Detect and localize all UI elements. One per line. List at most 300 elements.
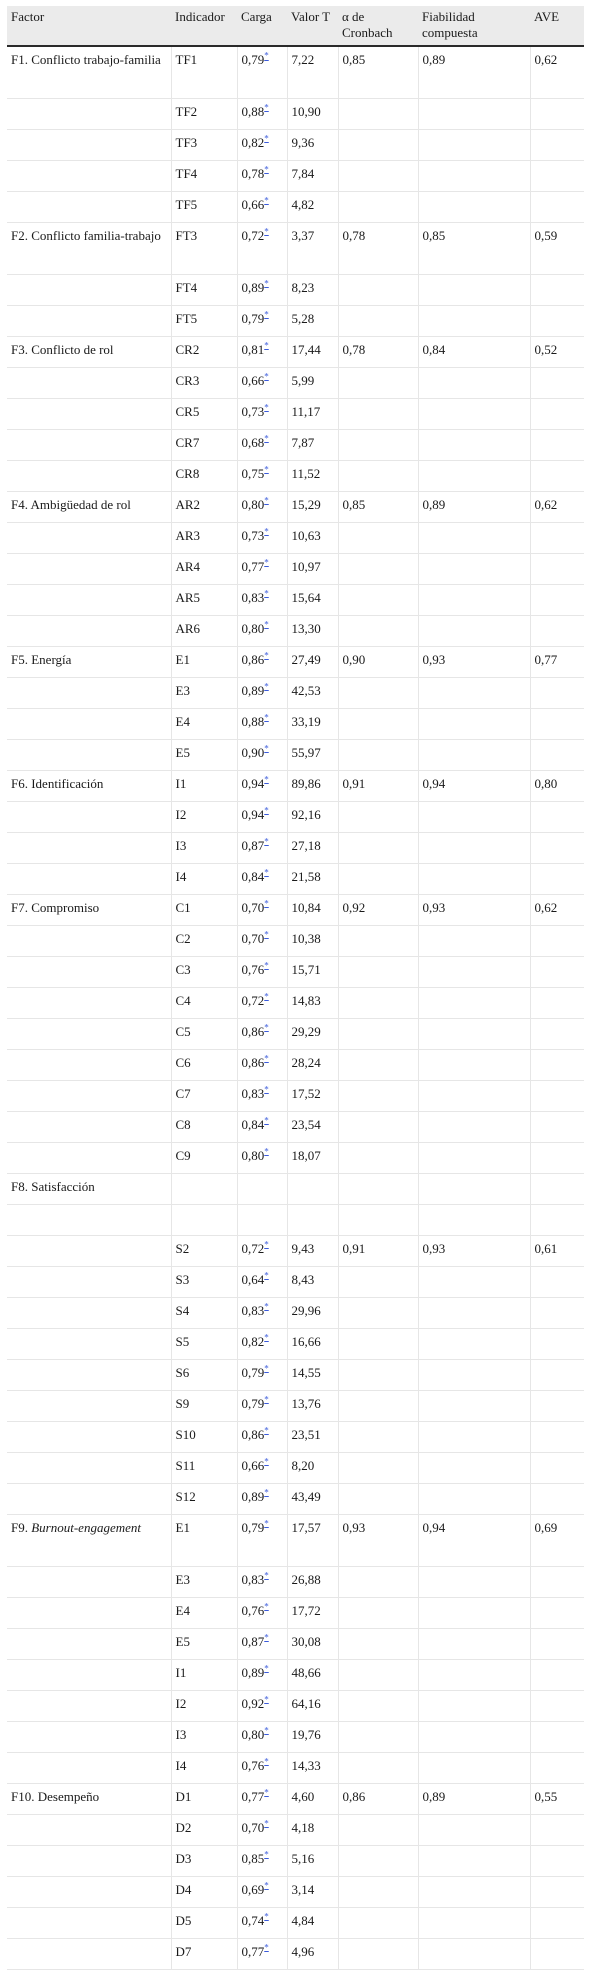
cell-carga (237, 832, 287, 863)
table-row (7, 1483, 584, 1514)
cell-indicador: E5 (171, 1628, 237, 1659)
cell-ave (530, 1845, 584, 1876)
footnote-asterisk-link[interactable]: * (264, 867, 269, 878)
footnote-asterisk-link[interactable]: * (264, 619, 269, 630)
footnote-asterisk-link[interactable]: * (264, 278, 269, 289)
table-row (7, 1514, 584, 1566)
table-header (7, 6, 584, 46)
footnote-asterisk-link[interactable]: * (264, 371, 269, 382)
carga-value: 0,87 (241, 1633, 265, 1649)
cell-carga (237, 801, 287, 832)
cell-factor (7, 191, 171, 222)
cell-carga (237, 1566, 287, 1597)
carga-value: 0,89 (241, 1488, 265, 1504)
cell-alpha (338, 1721, 418, 1752)
footnote-asterisk-link[interactable]: * (264, 650, 269, 661)
cell-fiabilidad (418, 191, 530, 222)
footnote-asterisk-link[interactable]: * (264, 340, 269, 351)
table-row (7, 98, 584, 129)
cell-ave (530, 1907, 584, 1938)
cell-carga (237, 1421, 287, 1452)
cell-valor-t: 13,76 (287, 1390, 338, 1421)
cell-factor (7, 460, 171, 491)
cell-indicador: E1 (171, 1514, 237, 1566)
footnote-asterisk-link[interactable]: * (264, 1332, 269, 1343)
footnote-asterisk-link[interactable]: * (264, 836, 269, 847)
footnote-asterisk-link[interactable]: * (264, 1363, 269, 1374)
footnote-asterisk-link[interactable]: * (264, 433, 269, 444)
cell-valor-t: 11,52 (287, 460, 338, 491)
footnote-asterisk-link[interactable]: * (264, 1570, 269, 1581)
footnote-asterisk-link[interactable]: * (264, 195, 269, 206)
carga-value: 0,77 (241, 1788, 265, 1804)
footnote-asterisk-link[interactable]: * (264, 50, 269, 61)
table-row (7, 1266, 584, 1297)
carga-value: 0,79 (241, 1519, 265, 1535)
cell-indicador: S10 (171, 1421, 237, 1452)
carga-value: 0,79 (241, 1395, 265, 1411)
cell-ave (530, 1876, 584, 1907)
cell-fiabilidad: 0,85 (418, 222, 530, 274)
carga-value: 0,73 (241, 403, 265, 419)
cell-carga (237, 770, 287, 801)
cell-alpha: 0,93 (338, 1514, 418, 1566)
cell-factor (7, 1359, 171, 1390)
cell-alpha (338, 677, 418, 708)
table-row (7, 160, 584, 191)
cell-alpha (338, 98, 418, 129)
cell-alpha (338, 367, 418, 398)
cell-indicador: TF1 (171, 46, 237, 98)
cell-fiabilidad: 0,93 (418, 646, 530, 677)
carga-value: 0,88 (241, 713, 265, 729)
footnote-asterisk-link[interactable]: * (264, 1663, 269, 1674)
carga-value: 0,89 (241, 1664, 265, 1680)
footnote-asterisk-link[interactable]: * (264, 743, 269, 754)
cell-valor-t: 11,17 (287, 398, 338, 429)
cell-fiabilidad (418, 274, 530, 305)
cell-alpha (338, 1390, 418, 1421)
cell-indicador: I2 (171, 1690, 237, 1721)
cell-valor-t: 30,08 (287, 1628, 338, 1659)
cell-indicador: CR7 (171, 429, 237, 460)
footnote-asterisk-link[interactable]: * (264, 557, 269, 568)
footnote-asterisk-link[interactable]: * (264, 1239, 269, 1250)
cell-ave: 0,61 (530, 1235, 584, 1266)
cell-valor-t: 23,54 (287, 1111, 338, 1142)
cell-ave (530, 1297, 584, 1328)
table-row (7, 1814, 584, 1845)
table-row (7, 1628, 584, 1659)
cell-valor-t: 4,18 (287, 1814, 338, 1845)
cell-alpha (338, 863, 418, 894)
cell-valor-t: 26,88 (287, 1566, 338, 1597)
cell-valor-t: 8,43 (287, 1266, 338, 1297)
cell-factor (7, 739, 171, 770)
cell-alpha (338, 1111, 418, 1142)
cell-factor (7, 894, 171, 925)
cell-ave (530, 522, 584, 553)
cell-factor (7, 1297, 171, 1328)
cell-valor-t: 9,43 (287, 1235, 338, 1266)
cell-factor (7, 1876, 171, 1907)
footnote-asterisk-link[interactable]: * (264, 588, 269, 599)
cell-indicador: S5 (171, 1328, 237, 1359)
factor-label: F9. (11, 1519, 32, 1535)
cell-valor-t: 9,36 (287, 129, 338, 160)
cell-factor (7, 925, 171, 956)
footnote-asterisk-link[interactable]: * (264, 495, 269, 506)
cell-alpha (338, 429, 418, 460)
footnote-asterisk-link[interactable]: * (264, 1787, 269, 1798)
cell-indicador: AR2 (171, 491, 237, 522)
cell-factor (7, 491, 171, 522)
footnote-asterisk-link[interactable]: * (264, 1911, 269, 1922)
table-row (7, 1907, 584, 1938)
table-row (7, 336, 584, 367)
cell-valor-t: 48,66 (287, 1659, 338, 1690)
cell-alpha (338, 584, 418, 615)
cell-indicador: I3 (171, 1721, 237, 1752)
table-row (7, 708, 584, 739)
cell-valor-t: 27,18 (287, 832, 338, 863)
cell-valor-t: 16,66 (287, 1328, 338, 1359)
cell-valor-t: 10,90 (287, 98, 338, 129)
table-row (7, 956, 584, 987)
cell-carga (237, 1876, 287, 1907)
cell-factor (7, 305, 171, 336)
footnote-asterisk-link[interactable]: * (264, 1270, 269, 1281)
carga-value: 0,94 (241, 806, 265, 822)
carga-value: 0,86 (241, 1023, 265, 1039)
carga-value: 0,83 (241, 589, 265, 605)
cell-fiabilidad (418, 1752, 530, 1783)
footnote-asterisk-link[interactable]: * (264, 402, 269, 413)
cell-carga (237, 1452, 287, 1483)
cell-factor (7, 46, 171, 98)
table-row (7, 1566, 584, 1597)
footnote-asterisk-link[interactable]: * (264, 1456, 269, 1467)
cell-alpha: 0,91 (338, 1235, 418, 1266)
table-row (7, 1876, 584, 1907)
cell-ave (530, 739, 584, 770)
cell-fiabilidad (418, 1876, 530, 1907)
cell-fiabilidad (418, 1049, 530, 1080)
carga-value: 0,94 (241, 775, 265, 791)
cell-valor-t: 23,51 (287, 1421, 338, 1452)
footnote-asterisk-link[interactable]: * (264, 1518, 269, 1529)
table-row (7, 1080, 584, 1111)
cell-ave: 0,69 (530, 1514, 584, 1566)
cell-fiabilidad: 0,84 (418, 336, 530, 367)
cell-valor-t: 33,19 (287, 708, 338, 739)
cell-indicador: I1 (171, 770, 237, 801)
factor-label: F3. Conflicto de rol (11, 341, 114, 357)
cell-fiabilidad (418, 801, 530, 832)
cell-factor (7, 1328, 171, 1359)
footnote-asterisk-link[interactable]: * (264, 774, 269, 785)
cell-carga (237, 1328, 287, 1359)
cell-alpha (338, 160, 418, 191)
cell-factor (7, 1452, 171, 1483)
cell-factor (7, 98, 171, 129)
cell-ave (530, 863, 584, 894)
cell-indicador: FT4 (171, 274, 237, 305)
table-row (7, 429, 584, 460)
cell-ave (530, 832, 584, 863)
footnote-asterisk-link[interactable]: * (264, 1301, 269, 1312)
cell-factor (7, 367, 171, 398)
footnote-asterisk-link[interactable]: * (264, 960, 269, 971)
cell-ave (530, 925, 584, 956)
cell-indicador: AR4 (171, 553, 237, 584)
cell-valor-t: 29,29 (287, 1018, 338, 1049)
cell-alpha (338, 1628, 418, 1659)
cell-carga (237, 491, 287, 522)
cell-carga (237, 863, 287, 894)
footnote-asterisk-link[interactable]: * (264, 1053, 269, 1064)
cell-factor (7, 646, 171, 677)
cell-alpha (338, 1907, 418, 1938)
table-row (7, 1690, 584, 1721)
cell-carga (237, 1297, 287, 1328)
cell-alpha (338, 1080, 418, 1111)
cell-valor-t: 7,87 (287, 429, 338, 460)
cell-carga (237, 522, 287, 553)
table-row (7, 894, 584, 925)
cell-carga (237, 46, 287, 98)
carga-value: 0,79 (241, 310, 265, 326)
footnote-asterisk-link[interactable]: * (264, 1818, 269, 1829)
factor-label: F4. Ambigüedad de rol (11, 496, 131, 512)
footnote-asterisk-link[interactable]: * (264, 1601, 269, 1612)
cell-indicador: C2 (171, 925, 237, 956)
cell-fiabilidad (418, 305, 530, 336)
carga-value: 0,66 (241, 196, 265, 212)
factor-label: F1. Conflicto trabajo-familia (11, 52, 161, 67)
cell-indicador: I1 (171, 1659, 237, 1690)
footnote-asterisk-link[interactable]: * (264, 1115, 269, 1126)
table-row (7, 801, 584, 832)
cell-fiabilidad (418, 956, 530, 987)
footnote-asterisk-link[interactable]: * (264, 309, 269, 320)
table-row (7, 925, 584, 956)
table-row (7, 1297, 584, 1328)
cell-ave (530, 1752, 584, 1783)
carga-value: 0,85 (241, 1850, 265, 1866)
footnote-asterisk-link[interactable]: * (264, 1084, 269, 1095)
cell-ave (530, 1173, 584, 1204)
table-row (7, 1359, 584, 1390)
cell-fiabilidad: 0,89 (418, 46, 530, 98)
cell-carga (237, 305, 287, 336)
cell-carga (237, 1111, 287, 1142)
footnote-asterisk-link[interactable]: * (264, 1425, 269, 1436)
cell-factor (7, 1266, 171, 1297)
carga-value: 0,80 (241, 1726, 265, 1742)
header-valor-t: Valor T (291, 9, 331, 24)
cell-factor (7, 1173, 171, 1204)
cell-valor-t: 8,20 (287, 1452, 338, 1483)
cell-valor-t: 4,60 (287, 1783, 338, 1814)
footnote-asterisk-link[interactable]: * (264, 1146, 269, 1157)
cell-alpha (338, 274, 418, 305)
cell-alpha (338, 832, 418, 863)
cell-factor (7, 863, 171, 894)
cell-fiabilidad (418, 615, 530, 646)
cell-indicador: S12 (171, 1483, 237, 1514)
footnote-asterisk-link[interactable]: * (264, 133, 269, 144)
footnote-asterisk-link[interactable]: * (264, 929, 269, 940)
cell-alpha (338, 1452, 418, 1483)
cell-fiabilidad (418, 1390, 530, 1421)
cell-alpha (338, 1814, 418, 1845)
cell-alpha (338, 129, 418, 160)
cell-ave (530, 1390, 584, 1421)
table-row (7, 1204, 584, 1235)
cell-indicador: TF2 (171, 98, 237, 129)
cell-fiabilidad (418, 1204, 530, 1235)
cell-alpha (338, 801, 418, 832)
cell-carga (237, 1628, 287, 1659)
cell-carga (237, 1235, 287, 1266)
cell-ave (530, 1483, 584, 1514)
footnote-asterisk-link[interactable]: * (264, 226, 269, 237)
cell-factor (7, 429, 171, 460)
cell-carga (237, 925, 287, 956)
cell-valor-t: 64,16 (287, 1690, 338, 1721)
carga-value: 0,64 (241, 1271, 265, 1287)
footnote-asterisk-link[interactable]: * (264, 1394, 269, 1405)
cell-factor (7, 398, 171, 429)
cell-ave (530, 1938, 584, 1969)
cell-fiabilidad (418, 1297, 530, 1328)
cell-ave (530, 98, 584, 129)
footnote-asterisk-link[interactable]: * (264, 1725, 269, 1736)
cell-ave (530, 1628, 584, 1659)
carga-value: 0,79 (241, 52, 265, 67)
carga-value: 0,77 (241, 558, 265, 574)
cell-fiabilidad (418, 460, 530, 491)
cell-alpha (338, 1659, 418, 1690)
cell-indicador: E5 (171, 739, 237, 770)
cell-fiabilidad (418, 1421, 530, 1452)
factor-label: F5. Energía (11, 651, 72, 667)
cell-indicador: E4 (171, 1597, 237, 1628)
footnote-asterisk-link[interactable]: * (264, 1849, 269, 1860)
cell-carga (237, 1266, 287, 1297)
footnote-asterisk-link[interactable]: * (264, 1756, 269, 1767)
footnote-asterisk-link[interactable]: * (264, 805, 269, 816)
factor-label-italic: Burnout-engagement (31, 1519, 141, 1535)
cell-ave: 0,77 (530, 646, 584, 677)
cell-carga (237, 987, 287, 1018)
cell-carga (237, 615, 287, 646)
cell-ave: 0,62 (530, 46, 584, 98)
footnote-asterisk-link[interactable]: * (264, 164, 269, 175)
cell-ave (530, 305, 584, 336)
carga-value: 0,75 (241, 465, 265, 481)
cell-valor-t: 43,49 (287, 1483, 338, 1514)
cell-valor-t: 17,72 (287, 1597, 338, 1628)
factor-label: F8. Satisfacción (11, 1178, 95, 1194)
cell-factor (7, 1659, 171, 1690)
cell-indicador: AR6 (171, 615, 237, 646)
footnote-asterisk-link[interactable]: * (264, 898, 269, 909)
cell-fiabilidad (418, 367, 530, 398)
cell-ave: 0,62 (530, 491, 584, 522)
cell-ave (530, 1359, 584, 1390)
cell-valor-t (287, 1204, 338, 1235)
cell-fiabilidad: 0,93 (418, 894, 530, 925)
cell-alpha (338, 553, 418, 584)
footnote-asterisk-link[interactable]: * (264, 1632, 269, 1643)
cell-indicador: I4 (171, 863, 237, 894)
cell-indicador: E3 (171, 1566, 237, 1597)
cell-ave (530, 1814, 584, 1845)
footnote-asterisk-link[interactable]: * (264, 712, 269, 723)
table-row (7, 129, 584, 160)
cell-alpha (338, 1566, 418, 1597)
cell-valor-t: 3,14 (287, 1876, 338, 1907)
carga-value: 0,86 (241, 651, 265, 667)
cell-indicador: AR5 (171, 584, 237, 615)
cell-valor-t: 89,86 (287, 770, 338, 801)
cell-indicador: CR5 (171, 398, 237, 429)
footnote-asterisk-link[interactable]: * (264, 1942, 269, 1953)
cell-fiabilidad (418, 708, 530, 739)
table-row (7, 1659, 584, 1690)
cell-valor-t: 15,71 (287, 956, 338, 987)
cell-ave (530, 677, 584, 708)
carga-value: 0,80 (241, 496, 265, 512)
cell-indicador: C6 (171, 1049, 237, 1080)
footnote-asterisk-link[interactable]: * (264, 991, 269, 1002)
cell-indicador: D7 (171, 1938, 237, 1969)
table-row (7, 274, 584, 305)
reliability-table (7, 6, 584, 1970)
cell-factor (7, 1204, 171, 1235)
cell-fiabilidad (418, 1483, 530, 1514)
footnote-asterisk-link[interactable]: * (264, 1694, 269, 1705)
cell-alpha: 0,90 (338, 646, 418, 677)
cell-carga (237, 98, 287, 129)
cell-carga (237, 1018, 287, 1049)
footnote-asterisk-link[interactable]: * (264, 1880, 269, 1891)
cell-carga (237, 1173, 287, 1204)
cell-valor-t: 19,76 (287, 1721, 338, 1752)
carga-value: 0,92 (241, 1695, 265, 1711)
cell-alpha (338, 460, 418, 491)
cell-indicador: TF5 (171, 191, 237, 222)
footnote-asterisk-link[interactable]: * (264, 102, 269, 113)
footnote-asterisk-link[interactable]: * (264, 681, 269, 692)
carga-value: 0,76 (241, 1757, 265, 1773)
table-row (7, 584, 584, 615)
cell-alpha (338, 1297, 418, 1328)
cell-indicador: I2 (171, 801, 237, 832)
carga-value: 0,72 (241, 1240, 265, 1256)
footnote-asterisk-link[interactable]: * (264, 464, 269, 475)
cell-carga (237, 584, 287, 615)
carga-value: 0,82 (241, 1333, 265, 1349)
cell-carga (237, 1845, 287, 1876)
footnote-asterisk-link[interactable]: * (264, 526, 269, 537)
footnote-asterisk-link[interactable]: * (264, 1487, 269, 1498)
cell-indicador: C9 (171, 1142, 237, 1173)
footnote-asterisk-link[interactable]: * (264, 1022, 269, 1033)
cell-indicador: C3 (171, 956, 237, 987)
